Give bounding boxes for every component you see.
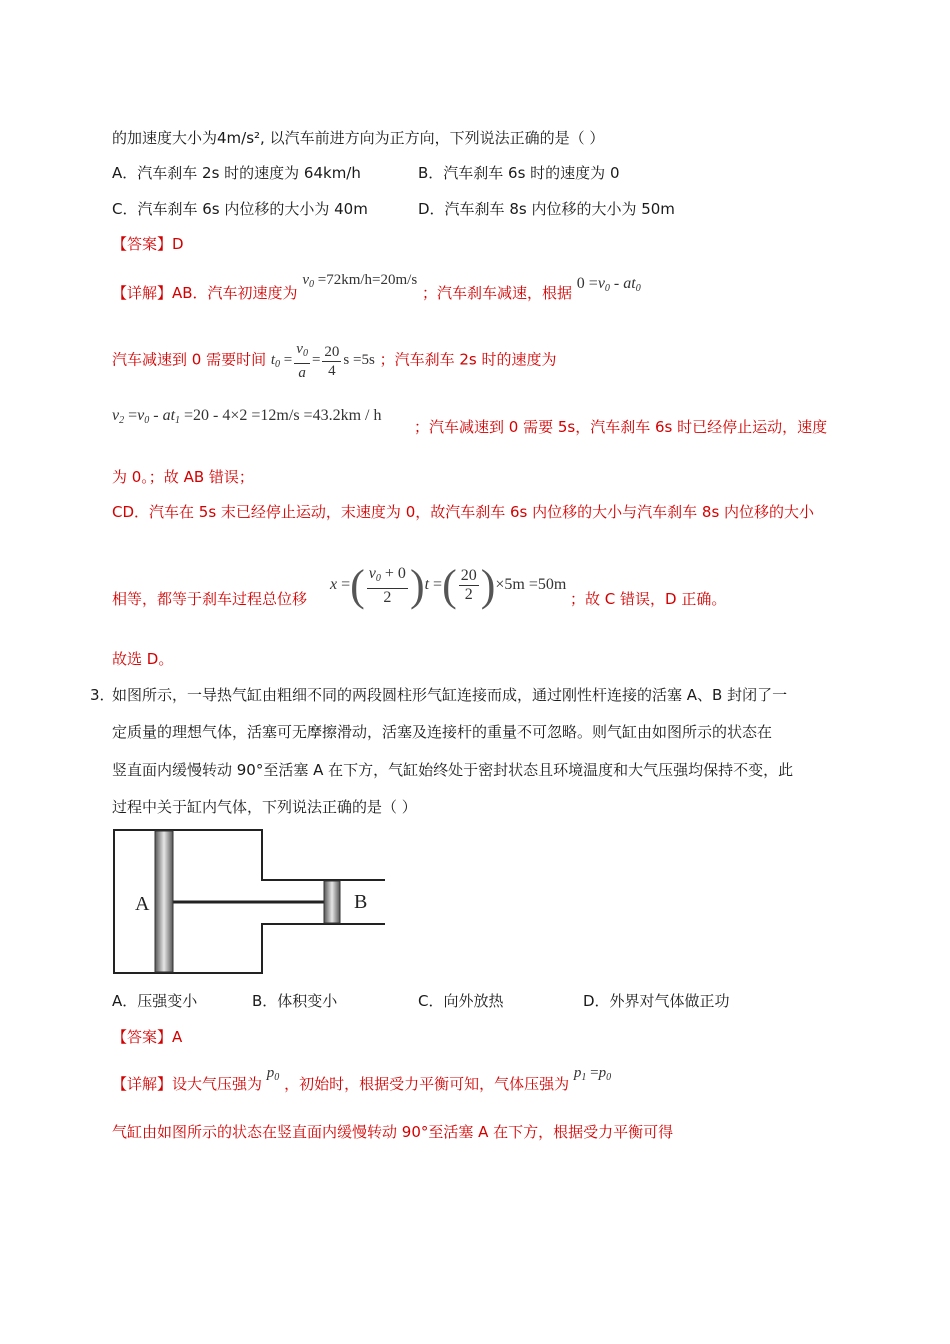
q2-detail-line-6-text: 相等，都等于刹车过程总位移 [112, 590, 308, 608]
q2-option-c[interactable]: C．汽车刹车 6s 内位移的大小为 40m [112, 200, 368, 218]
q3-option-b[interactable]: B．体积变小 [252, 992, 338, 1010]
cylinder-figure [110, 828, 390, 978]
q2-stem-tail: 的加速度大小为4m/s², 以汽车前进方向为正方向，下列说法正确的是（ ） [112, 129, 605, 147]
formula-p1: $p_1 =p_0$ [573, 1065, 612, 1083]
formula-time: $t_0$ = $\frac{v_0}{a}$ = $\frac{20}{4}$ s =5s [270, 341, 375, 381]
formula-v0: $v_0 =72km/h=20m/s$ [302, 272, 418, 290]
q3-detail-line-1 [112, 1065, 612, 1101]
q3-answer: 【答案】A [112, 1028, 183, 1046]
q2-option-a[interactable]: A．汽车刹车 2s 时的速度为 64km/h [112, 164, 361, 182]
q2-detail-line-4: 为 0。；故 AB 错误； [112, 468, 254, 486]
q3-stem-line-4: 过程中关于缸内气体，下列说法正确的是（ ） [112, 798, 417, 816]
q2-answer: 【答案】D [112, 235, 184, 253]
q3-option-d[interactable]: D．外界对气体做正功 [583, 992, 730, 1010]
q3-detail-line-2: 气缸由如图所示的状态在竖直面内缓慢转动 90°至活塞 A 在下方，根据受力平衡可得 [112, 1123, 674, 1141]
label-a: A [135, 893, 150, 915]
q3-option-c[interactable]: C．向外放热 [418, 992, 504, 1010]
q2-conclusion: 故选 D。 [112, 650, 174, 668]
q2-detail-line-2 [112, 340, 556, 382]
q3-number: 3． [90, 686, 115, 704]
detail-text: 汽车减速到 0 需要时间 [112, 350, 267, 369]
piston-a [155, 831, 173, 972]
q2-detail-line-6-tail: ；故 C 错误，D 正确。 [570, 590, 727, 608]
formula-kinematics: $0 =v_0 - at_0$ [576, 275, 641, 294]
q2-option-b[interactable]: B．汽车刹车 6s 时的速度为 0 [418, 164, 620, 182]
detail-text: 【详解】AB．汽车初速度为 [112, 284, 298, 302]
detail-text: ，初始时，根据受力平衡可知，气体压强为 [284, 1075, 570, 1093]
detail-text: ；汽车刹车减速，根据 [421, 284, 572, 302]
q3-stem-line-3: 竖直面内缓慢转动 90°至活塞 A 在下方，气缸始终处于密封状态且环境温度和大气压强均保持不变，此 [112, 761, 794, 779]
formula-v2: $v_2 =v_0 - at_1 =20 - 4\times 2 =12m/s =43.2km / h$ [112, 407, 382, 426]
detail-text: ；汽车刹车 2s 时的速度为 [379, 350, 557, 369]
q2-detail-line-5: CD．汽车在 5s 末已经停止运动，末速度为 0，故汽车刹车 6s 内位移的大小与汽车刹车 8s 内位移的大小 [112, 503, 815, 521]
q2-detail-line-3-text: ；汽车减速到 0 需要 5s，汽车刹车 6s 时已经停止运动，速度 [414, 418, 828, 436]
q3-stem-line-1: 如图所示，一导热气缸由粗细不同的两段圆柱形气缸连接而成，通过刚性杆连接的活塞 A、B 封闭了一 [112, 686, 788, 704]
detail-text: 【详解】设大气压强为 [112, 1075, 263, 1093]
q3-stem-line-2: 定质量的理想气体，活塞可无摩擦滑动，活塞及连接杆的重量不可忽略。则气缸由如图所示的状态在 [112, 723, 773, 741]
label-b: B [354, 891, 368, 913]
q2-detail-line-3 [112, 404, 381, 432]
q2-option-d[interactable]: D．汽车刹车 8s 内位移的大小为 50m [418, 200, 675, 218]
q3-option-a[interactable]: A．压强变小 [112, 992, 198, 1010]
formula-displacement: x =( $\frac{v_0 + 0}{2}$ )t =( $\frac{20}{2}$ )×5m =50m [330, 561, 567, 610]
piston-b [324, 881, 340, 923]
formula-p0: $p_0$ [266, 1065, 280, 1083]
q2-detail-line-1 [112, 272, 641, 310]
